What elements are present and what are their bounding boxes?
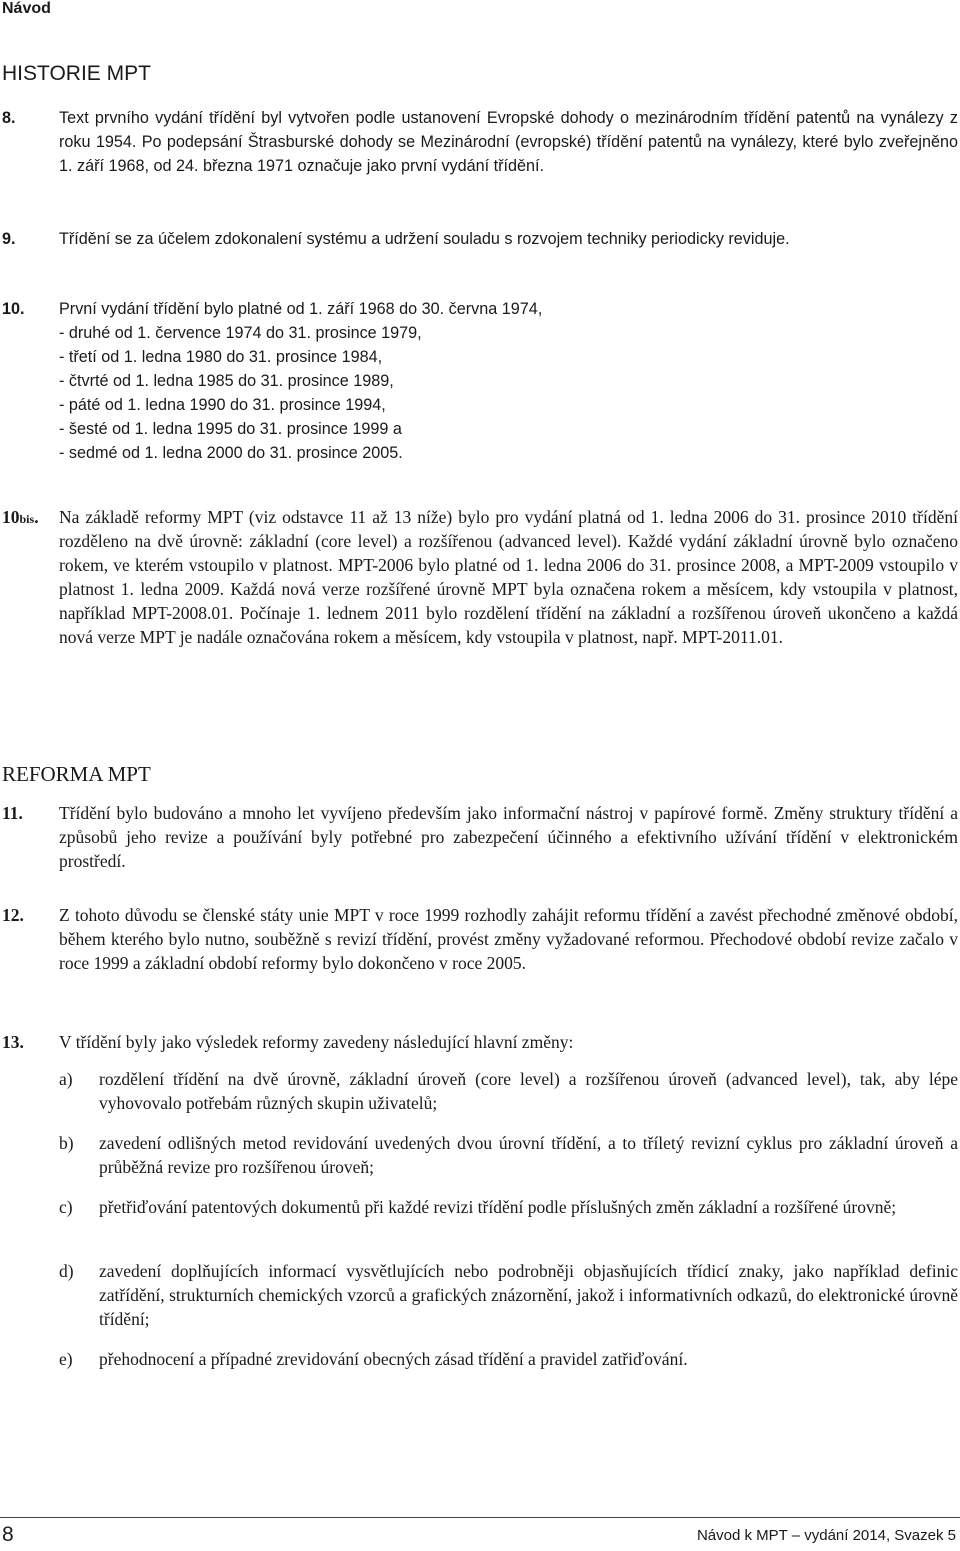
paragraph-number: 8.	[2, 109, 16, 127]
edition-line: - druhé od 1. července 1974 do 31. prosince 1979,	[59, 324, 422, 342]
paragraph-number: 13.	[2, 1032, 24, 1052]
list-item-text: zavedení odlišných metod revidování uvedených dvou úrovní třídění, a to tříletý revizní cyklus pro základní úroveň a průběžná revize pro rozšířenou úroveň;	[99, 1133, 958, 1177]
paragraph-text: Na základě reformy MPT (viz odstavce 11 až 13 níže) bylo pro vydání platná od 1. ledna 2006 do 31. prosince 2010 třídění rozděleno na dvě úrovně: základní (core level) a rozšířenou (advanced level). Každé vydání základní úrovně bylo označeno rokem, ve kterém vstoupilo v platnost. MPT-2006 bylo platné od 1. ledna 2006 do 31. prosince 2008, a MPT-2009 vstoupilo v platnost 1. ledna 2009. Každá nová verze rozšířené úrovně MPT byla označena rokem a měsícem, kdy vstoupila v platnost, například MPT-2008.01. Počínaje 1. lednem 2011 bylo rozdělení třídění na základní a rozšířenou úroveň ukončeno a každá nová verze MPT je nadále označována rokem a měsícem, kdy vstoupila v platnost, např. MPT-2011.01.	[59, 507, 958, 647]
edition-line: - třetí od 1. ledna 1980 do 31. prosince 1984,	[59, 348, 383, 366]
paragraph-text: Text prvního vydání třídění byl vytvořen podle ustanovení Evropské dohody o mezinárodním třídění patentů na vynálezy z roku 1954. Po podepsání Štrasburské dohody se Mezinárodní (evropské) třídění patentů na vynálezy, které bylo zveřejněno 1. září 1968, od 24. března 1971 označuje jako první vydání třídění.	[59, 109, 958, 175]
list-item-label: d)	[59, 1261, 74, 1281]
edition-line: - sedmé od 1. ledna 2000 do 31. prosince 2005.	[59, 444, 403, 462]
edition-line: První vydání třídění bylo platné od 1. září 1968 do 30. června 1974,	[59, 300, 543, 318]
page-header: Návod	[2, 0, 51, 17]
paragraph-13	[2, 1030, 958, 1054]
list-item	[59, 1195, 958, 1219]
paragraph-number: 10bis.	[2, 507, 39, 527]
list-item-label: a)	[59, 1069, 73, 1089]
list-item-label: b)	[59, 1133, 74, 1153]
paragraph-8	[2, 106, 958, 178]
paragraph-10	[2, 297, 958, 465]
edition-line: - čtvrté od 1. ledna 1985 do 31. prosince 1989,	[59, 372, 394, 390]
list-item-label: c)	[59, 1197, 73, 1217]
footer-divider	[0, 1517, 960, 1518]
edition-line: - šesté od 1. ledna 1995 do 31. prosince 1999 a	[59, 420, 402, 438]
list-item	[59, 1131, 958, 1179]
paragraph-text: Třídění se za účelem zdokonalení systému a udržení souladu s rozvojem techniky periodicky reviduje.	[59, 230, 790, 248]
list-item	[59, 1259, 958, 1331]
section-heading-historie: HISTORIE MPT	[2, 62, 151, 85]
paragraph-10bis	[2, 505, 958, 649]
edition-list	[59, 297, 958, 465]
paragraph-number: 11.	[2, 803, 23, 823]
list-item	[59, 1347, 958, 1371]
paragraph-number: 9.	[2, 230, 16, 248]
list-item-text: zavedení doplňujících informací vysvětlujících nebo podrobněji objasňujících třídicí znaky, jako například definic zatřídění, strukturních chemických vzorců a grafických znázornění, jakož i informativních odkazů, do elektronické úrovně třídění;	[99, 1261, 958, 1329]
paragraph-text: V třídění byly jako výsledek reformy zavedeny následující hlavní změny:	[59, 1032, 574, 1052]
paragraph-9	[2, 227, 958, 251]
paragraph-text: Třídění bylo budováno a mnoho let vyvíjeno především jako informační nástroj v papírové formě. Změny struktury třídění a způsobů jeho revize a používání byly potřebné pro zabezpečení účinného a efektivního užívání třídění v elektronickém prostředí.	[59, 803, 958, 871]
paragraph-text: Z tohoto důvodu se členské státy unie MPT v roce 1999 rozhodly zahájit reformu třídění a zavést přechodné změnové období, během kterého bylo nutno, souběžně s revizí třídění, provést změny vyžadované reformou. Přechodové období revize začalo v roce 1999 a základní období reformy bylo dokončeno v roce 2005.	[59, 905, 958, 973]
page-footer	[0, 1517, 960, 1551]
paragraph-number: 12.	[2, 905, 24, 925]
section-heading-reforma: REFORMA MPT	[2, 762, 151, 786]
list-item-label: e)	[59, 1349, 73, 1369]
footer-text: Návod k MPT – vydání 2014, Svazek 5	[696, 1527, 956, 1544]
paragraph-number: 10.	[2, 300, 25, 318]
list-item-text: přehodnocení a případné zrevidování obecných zásad třídění a pravidel zatřiďování.	[99, 1349, 688, 1369]
list-item-text: přetřiďování patentových dokumentů při každé revizi třídění podle příslušných změn základní a rozšířené úrovně;	[99, 1197, 897, 1217]
list-item-text: rozdělení třídění na dvě úrovně, základní úroveň (core level) a rozšířenou úroveň (advanced level), tak, aby lépe vyhovovalo potřebám různých skupin uživatelů;	[99, 1069, 958, 1113]
paragraph-11	[2, 801, 958, 873]
page-number: 8	[2, 1523, 14, 1546]
edition-line: - páté od 1. ledna 1990 do 31. prosince 1994,	[59, 396, 386, 414]
paragraph-12	[2, 903, 958, 975]
list-item	[59, 1067, 958, 1115]
